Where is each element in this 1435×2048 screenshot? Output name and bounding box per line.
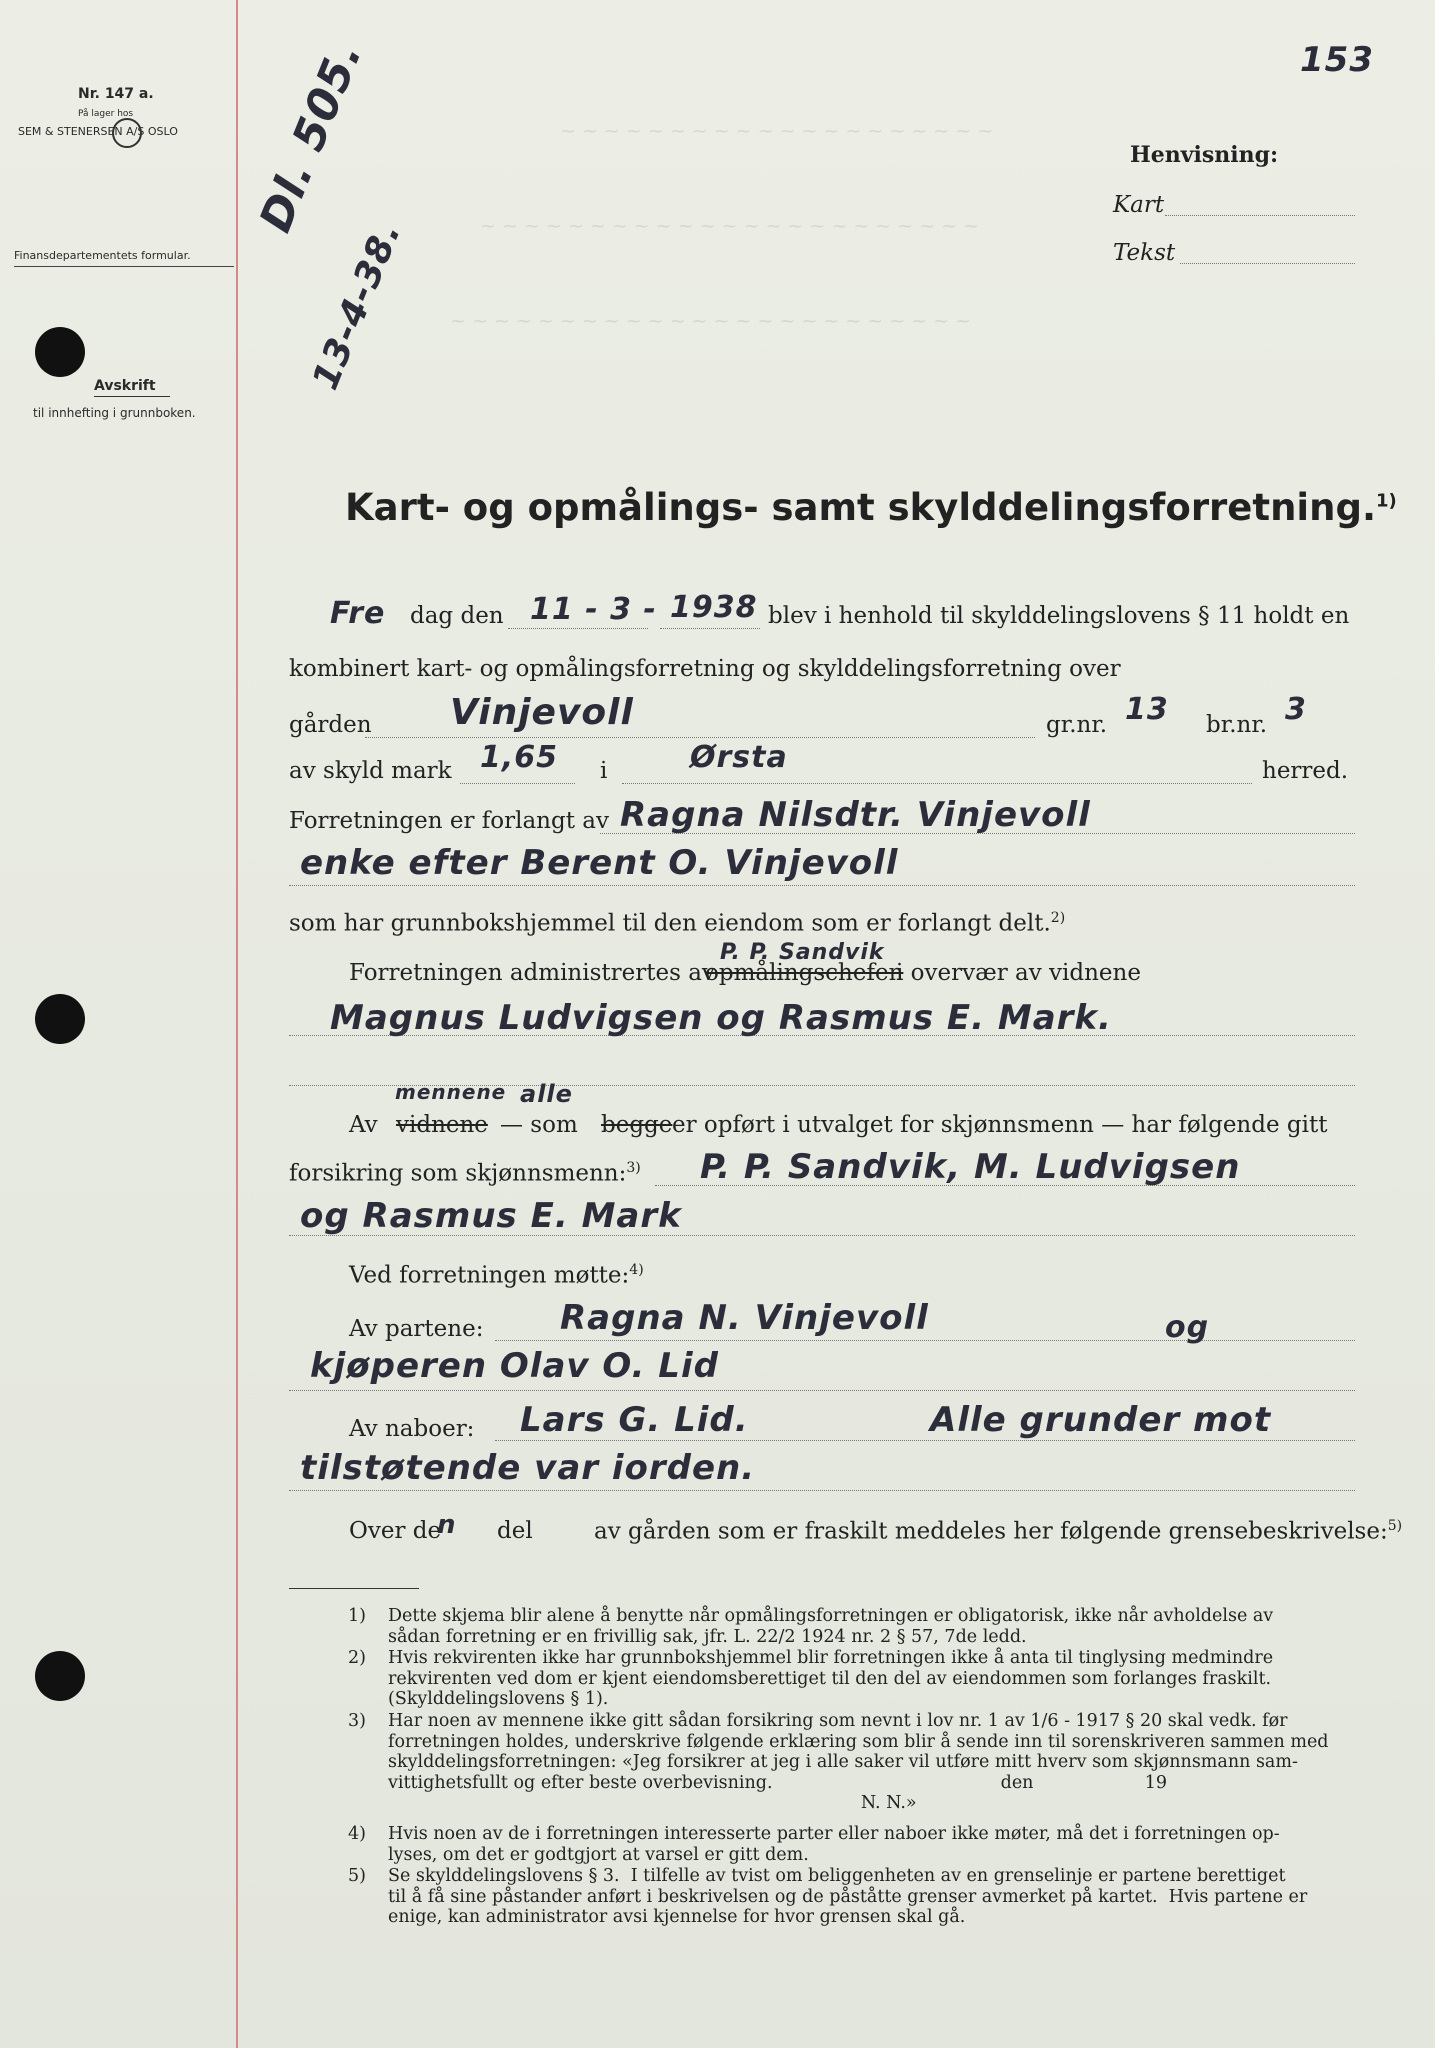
document-title <box>345 486 1397 529</box>
struck-opmalingschefen: opmålingschefen <box>705 960 904 986</box>
hw-farm-name: Vinjevoll <box>450 692 634 733</box>
hw-parties-og: og <box>1165 1310 1210 1345</box>
department-label: Finansdepartementets formular. <box>14 249 191 262</box>
footnote-line: lyses, om det er godtgjort at varsel er gitt dem. <box>388 1844 809 1865</box>
hw-requester-2: enke efter Berent O. Vinjevoll <box>300 843 899 883</box>
footnote-ref-2: 2) <box>1050 910 1066 926</box>
label-vidnene: i overvær av vidnene <box>896 960 1141 986</box>
label-herred: herred. <box>1262 758 1349 784</box>
hw-neighbour-note-2: tilstøtende var iorden. <box>300 1448 756 1488</box>
line1-text: blev i henhold til skylddelingslovens § 11 holdt en <box>768 603 1350 629</box>
line7-label: som har grunnbokshjemmel til den eiendom som er forlangt delt. <box>289 910 1051 937</box>
neighbours-line-2 <box>289 1490 1355 1491</box>
date-line <box>508 628 648 629</box>
margin-note-date: 13-4-38. <box>305 216 410 396</box>
year-line <box>660 628 760 629</box>
title-text: Kart- og opmålings- samt skylddelingsforretning. <box>345 486 1376 529</box>
footnote-ref-4: 4) <box>629 1262 644 1278</box>
label-partene: Av partene: <box>349 1316 484 1342</box>
footnote-number: 1) <box>348 1606 366 1626</box>
line10-text: er opført i utvalget for skjønnsmenn — har følgende gitt <box>672 1112 1328 1138</box>
form-number: Nr. 147 a. <box>78 86 154 102</box>
struck-begge: begge <box>601 1112 673 1138</box>
footnote-line: enige, kan administrator avsi kjennelse for hvor grensen skal gå. <box>388 1907 966 1927</box>
hw-valuers-2: og Rasmus E. Mark <box>300 1196 682 1236</box>
reference-title: Henvisning: <box>1130 142 1279 168</box>
label-administrertes-av: Forretningen administrertes av <box>349 960 715 986</box>
avskrift-underline <box>94 396 170 397</box>
hw-neighbour: Lars G. Lid. <box>520 1400 749 1440</box>
margin-rule <box>236 0 238 2048</box>
footnote-line: vittighetsfullt og efter beste overbevisning. den 19 <box>388 1772 1167 1793</box>
footnote-5 <box>348 1866 1358 1936</box>
footnote-line: (Skylddelingslovens § 1). <box>388 1689 609 1709</box>
footnote-line: skylddelingsforretningen: «Jeg forsikrer at jeg i alle saker vil utføre mitt hverv som skjønnsmann sam- <box>388 1752 1298 1772</box>
reference-tekst-line <box>1180 263 1355 264</box>
hw-parties: Ragna N. Vinjevoll <box>560 1298 929 1338</box>
line2-text: kombinert kart- og opmålingsforretning og skylddelingsforretning over <box>289 656 1121 682</box>
requester-line-2 <box>289 885 1355 886</box>
footnote-ref-5: 5) <box>1387 1518 1403 1534</box>
hw-alle: alle <box>520 1080 573 1108</box>
publisher-line-1: På lager hos <box>78 109 134 119</box>
line7-text <box>289 910 1065 937</box>
footnote-3 <box>348 1711 1358 1821</box>
label-del: del <box>497 1518 533 1544</box>
label-over-de: Over de <box>349 1518 442 1544</box>
footnote-separator <box>289 1588 419 1589</box>
hw-herred: Ørsta <box>690 740 788 775</box>
hw-witnesses: Magnus Ludvigsen og Rasmus E. Mark. <box>330 998 1112 1038</box>
hw-requester: Ragna Nilsdtr. Vinjevoll <box>620 795 1091 835</box>
bleed-through-text: ~ ~ ~ ~ ~ ~ ~ ~ ~ ~ ~ ~ ~ ~ ~ ~ ~ ~ ~ ~ <box>560 120 994 142</box>
hw-mennene: mennene <box>395 1080 507 1104</box>
footnote-line: Dette skjema blir alene å benytte når opmålingsforretningen er obligatorisk, ikke når avholdelse av <box>388 1606 1274 1626</box>
footnote-line: til å få sine påstander anført i beskrivelsen og de påståtte grenser avmerket på kartet. Hvis partene er <box>388 1886 1308 1907</box>
hw-date: 11 - 3 - <box>530 592 657 627</box>
footnote-2 <box>348 1648 1358 1718</box>
hw-administrator: P. P. Sandvik <box>720 940 885 965</box>
footnote-line: Har noen av mennene ikke gitt sådan forsikring som nevnt i lov nr. 1 av 1/6 - 1917 § 20 skal vedk. før <box>388 1711 1288 1731</box>
page-number: 153 <box>1300 40 1374 80</box>
footnote-number: 3) <box>348 1711 366 1731</box>
footnote-line: rekvirenten ved dom er kjent eiendomsberettiget til den del av eiendommen som forlanges fraskilt. <box>388 1668 1272 1689</box>
footnote-ref-3: 3) <box>626 1160 641 1176</box>
footnote-line: sådan forretning er en frivillig sak, jfr. L. 22/2 1924 nr. 2 § 57, 7de ledd. <box>388 1626 1027 1647</box>
label-brnr: br.nr. <box>1206 712 1268 738</box>
bleed-through-text: ~ ~ ~ ~ ~ ~ ~ ~ ~ ~ ~ ~ ~ ~ ~ ~ ~ ~ ~ ~ ~ ~ ~ ~ <box>450 310 971 332</box>
publisher-line-2: SEM & STENERSEN A/S OSLO <box>18 125 178 138</box>
label-av: Av <box>349 1112 378 1138</box>
avskrift-subtitle: til innhefting i grunnboken. <box>33 406 196 420</box>
struck-vidnene: vidnene <box>396 1112 488 1138</box>
label-grnr: gr.nr. <box>1046 712 1108 738</box>
label-forlangt-av: Forretningen er forlangt av <box>289 808 609 834</box>
footnote-number: 5) <box>348 1866 366 1886</box>
punch-hole <box>35 327 85 377</box>
hw-over-den: n <box>437 1510 457 1540</box>
footnote-number: 4) <box>348 1824 366 1844</box>
footnote-line: Hvis noen av de i forretningen interesserte parter eller naboer ikke møter, må det i forretningen op- <box>388 1824 1280 1844</box>
herred-line <box>622 783 1252 784</box>
label-dag-den: dag den <box>410 603 504 629</box>
hw-brnr: 3 <box>1285 692 1307 727</box>
margin-note-reference: Dl. 505. <box>250 34 373 240</box>
label-i: i <box>600 758 608 784</box>
bleed-through-text: ~ ~ ~ ~ ~ ~ ~ ~ ~ ~ ~ ~ ~ ~ ~ ~ ~ ~ ~ ~ ~ ~ ~ <box>480 215 980 237</box>
label-skyld-mark: av skyld mark <box>289 758 452 784</box>
mark-line <box>460 783 575 784</box>
hw-neighbour-note: Alle grunder mot <box>930 1400 1272 1440</box>
hw-mark: 1,65 <box>480 740 559 775</box>
footnote-number: 2) <box>348 1648 366 1668</box>
publisher-seal <box>112 118 142 148</box>
hw-grnr: 13 <box>1125 692 1169 727</box>
reference-kart-label: Kart <box>1113 192 1165 218</box>
label-motte <box>349 1262 644 1289</box>
reference-kart-line <box>1165 215 1355 216</box>
department-underline <box>14 266 234 267</box>
footnote-line: forretningen holdes, underskrive følgende erklæring som blir å sende inn til sorenskriveren sammen med <box>388 1731 1329 1752</box>
footnote-line: Se skylddelingslovens § 3. I tilfelle av tvist om beliggenheten av en grenselinje er partene berettiget <box>388 1866 1286 1886</box>
hw-buyer: kjøperen Olav O. Lid <box>310 1346 719 1386</box>
title-footnote-ref: 1) <box>1376 490 1397 512</box>
label-som: — som <box>500 1112 578 1138</box>
label-garden: gården <box>289 712 372 738</box>
line18-text <box>594 1518 1402 1545</box>
motte-text: Ved forretningen møtte: <box>349 1262 630 1289</box>
label-forsikring <box>289 1160 641 1187</box>
grensebeskrivelse-text: av gården som er fraskilt meddeles her følgende grensebeskrivelse: <box>594 1518 1388 1545</box>
punch-hole <box>35 1651 85 1701</box>
avskrift-title: Avskrift <box>94 378 156 394</box>
punch-hole <box>35 994 85 1044</box>
parties-line-2 <box>289 1390 1355 1391</box>
hw-year: 1938 <box>670 590 758 625</box>
farm-line <box>365 737 1035 738</box>
forsikring-text: forsikring som skjønnsmenn: <box>289 1160 627 1187</box>
parties-line <box>495 1340 1355 1341</box>
footnote-line: Hvis rekvirenten ikke har grunnbokshjemmel blir forretningen ikke å anta til tinglysing medmindre <box>388 1648 1274 1668</box>
label-naboer: Av naboer: <box>349 1416 475 1442</box>
neighbours-line <box>495 1440 1355 1441</box>
hw-day-prefix: Fre <box>330 596 386 631</box>
hw-valuers: P. P. Sandvik, M. Ludvigsen <box>700 1147 1241 1187</box>
reference-tekst-label: Tekst <box>1113 240 1176 266</box>
footnote-line: N. N.» <box>388 1793 917 1813</box>
